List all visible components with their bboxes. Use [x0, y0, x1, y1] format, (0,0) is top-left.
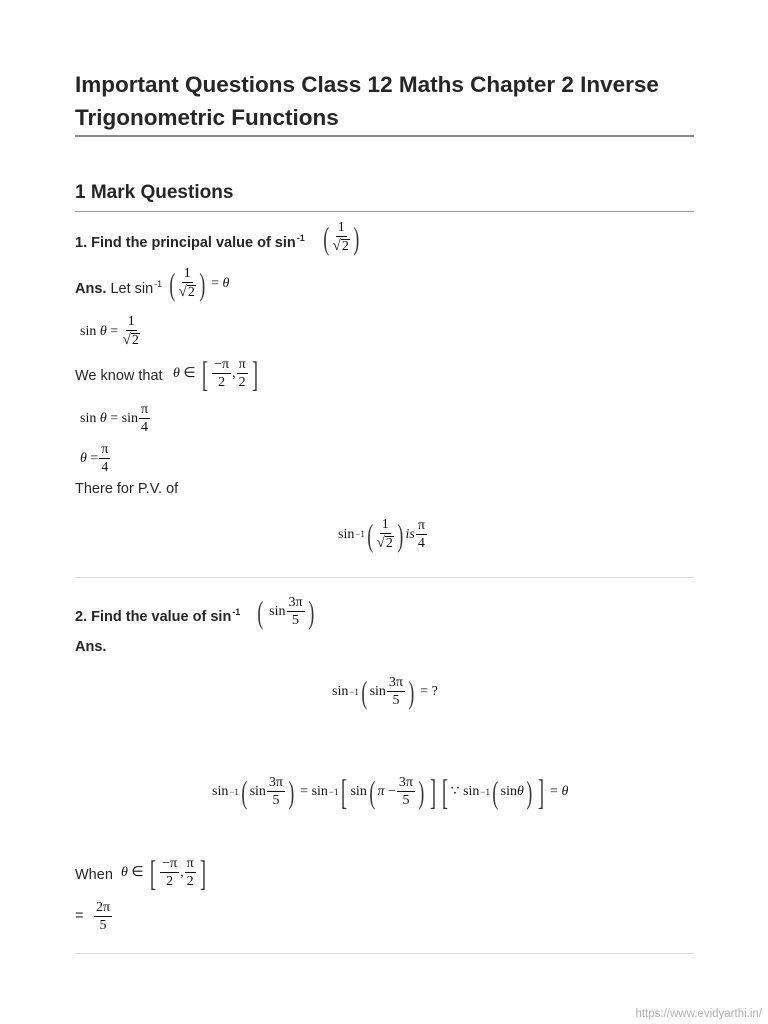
q2-divider: [75, 953, 694, 954]
section-divider: [75, 211, 694, 212]
q2-range: θ ∈ [ $\frac{-\pi}{2}$ , $\frac{\pi}{2}$ ]: [121, 853, 206, 893]
question-1: 1. Find the principal value of $\sin^{-1}$: [75, 233, 305, 251]
page-title: Important Questions Class 12 Maths Chapter 2 Inverse Trigonometric Functions: [75, 72, 659, 130]
section-heading: 1 Mark Questions: [75, 182, 234, 203]
q2-step-question: sin −1 ( sin $\frac{3\pi}{5}$ ) = ?: [332, 674, 438, 710]
q2-result: $\frac{2\pi}{5}$: [96, 900, 111, 933]
q2-when: When: [75, 867, 113, 883]
q1-expression: ( 1 √ 2 ): [323, 219, 360, 256]
q1-result: sin −1 ( 1 √ 2 ) is $\frac{\pi}{4}$: [338, 516, 425, 553]
q2-expression: ( sin $\frac{3\pi}{5}$ ): [257, 594, 314, 630]
q1-there-for: There for P.V. of: [75, 481, 179, 497]
q1-we-know: We know that: [75, 368, 163, 384]
q1-step-sin-theta: sin θ = 1 √ 2: [80, 314, 139, 348]
q1-step-theta: θ = $\frac{\pi}{4}$: [80, 442, 109, 475]
q1-divider: [75, 577, 694, 578]
q1-step-sin-eq: sin θ = sin $\frac{\pi}{4}$: [80, 402, 149, 435]
q2-answer-label: Ans.: [75, 639, 107, 655]
q2-equals: =: [75, 908, 84, 924]
q2-step-identity: sin −1 ( sin $\frac{3\pi}{5}$ ) = sin −1 [ sin ( π − $\frac{3\pi}{5}$ ) ] [ ∵ sin −1 ( sin θ ) ] = θ: [212, 772, 569, 812]
q1-let-expression: ( 1 √ 2 ) = θ: [169, 265, 230, 302]
q1-range: θ ∈ [ $\frac{-\pi}{2}$ , $\frac{\pi}{2}$ ]: [173, 354, 258, 394]
title-divider: [75, 135, 694, 137]
source-url: https://www.evidyarthi.in/: [635, 1008, 762, 1020]
question-2: 2. Find the value of $\sin^{-1}$: [75, 607, 241, 625]
q1-answer-intro: Ans. Let $\sin^{-1}$: [75, 279, 163, 297]
